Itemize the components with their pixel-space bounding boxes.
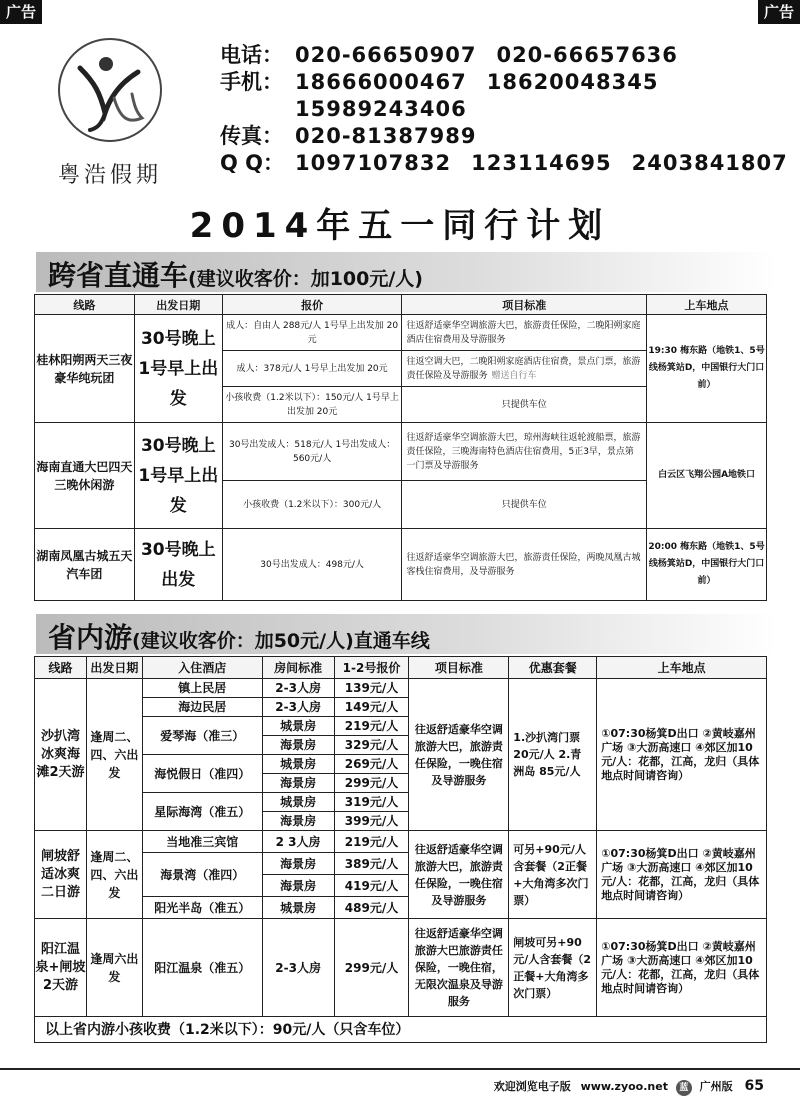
price-cell: 219元/人 — [334, 717, 409, 736]
price-cell: 小孩收费（1.2米以下）：300元/人 — [222, 481, 402, 529]
stop-cell: 白云区飞翔公园A地铁口 — [647, 423, 767, 529]
price-cell: 小孩收费（1.2米以下）：150元/人 1号早上出发加 20元 — [222, 387, 402, 423]
route-cell: 沙扒湾冰爽海滩2天游 — [35, 679, 87, 831]
price-cell: 389元/人 — [334, 853, 409, 875]
room-cell: 2-3人房 — [262, 919, 334, 1017]
room-cell: 海景房 — [262, 774, 334, 793]
standard-cell: 往返舒适豪华空调旅游大巴，旅游责任保险，一晚住宿及导游服务 — [409, 679, 509, 831]
table-row — [35, 679, 767, 698]
stop-cell: ①07:30杨箕D出口 ②黄岐嘉州广场 ③大沥高速口 ④郊区加10元/人：花都，江高，龙归（具体地点时间请咨询） — [597, 679, 767, 831]
badge-icon: 蓝 — [676, 1080, 692, 1096]
standard-cell: 往返舒适豪华空调旅游大巴旅游责任保险，一晚住宿，无限次温泉及导游服务 — [409, 919, 509, 1017]
mobile-3: 15989243406 — [295, 97, 467, 121]
room-cell: 海景房 — [262, 812, 334, 831]
mobile-row-2 — [220, 96, 800, 123]
price-cell: 299元/人 — [334, 919, 409, 1017]
stop-cell: 19:30 梅东路（地铁1、5号线杨箕站D，中国银行大门口前） — [647, 315, 767, 423]
logo — [50, 38, 170, 188]
mobile-row — [220, 69, 800, 96]
phone-1: 020-66650907 — [295, 43, 477, 67]
table-row — [35, 919, 767, 1017]
gift-note: 赠送自行车 — [491, 370, 537, 381]
hotel-cell: 爱琴海（准三） — [142, 717, 262, 755]
standard-cell: 往返舒适豪华空调旅游大巴，旅游责任保险，二晚阳朔家庭酒店住宿费用及导游服务 — [402, 315, 647, 351]
qq-3: 2403841807 — [631, 151, 788, 175]
room-cell: 城景房 — [262, 897, 334, 919]
cross-province-table — [34, 294, 767, 601]
col-header-stop: 上车地点 — [597, 657, 767, 679]
price-cell: 399元/人 — [334, 812, 409, 831]
col-header-standard: 项目标准 — [402, 295, 647, 315]
standard-cell — [402, 351, 647, 387]
section2-title — [48, 616, 430, 656]
qq-1: 1097107832 — [295, 151, 452, 175]
price-cell: 成人：自由人 288元/人 1号早上出发加 20元 — [222, 315, 402, 351]
standard-cell: 往返舒适豪华空调旅游大巴，旅游责任保险，一晚住宿及导游服务 — [409, 831, 509, 919]
mobile-label: 手机： — [220, 70, 283, 94]
province-table — [34, 656, 767, 1043]
header — [30, 28, 788, 188]
hotel-cell: 镇上民居 — [142, 679, 262, 698]
section1-banner — [36, 252, 776, 292]
hotel-cell: 阳江温泉（准五） — [142, 919, 262, 1017]
room-cell: 海景房 — [262, 736, 334, 755]
price-cell: 319元/人 — [334, 793, 409, 812]
table-row — [35, 423, 767, 481]
price-cell: 139元/人 — [334, 679, 409, 698]
date-cell: 逢周二、四、六出发 — [86, 831, 142, 919]
hotel-cell: 当地准三宾馆 — [142, 831, 262, 853]
package-cell: 闸坡可另+90元/人含套餐（2正餐+大角湾多次门票） — [509, 919, 597, 1017]
section2-banner — [36, 614, 776, 654]
package-cell: 可另+90元/人含套餐（2正餐+大角湾多次门票） — [509, 831, 597, 919]
col-header-room: 房间标准 — [262, 657, 334, 679]
stop-cell: 20:00 梅东路（地铁1、5号线杨箕站D，中国银行大门口前） — [647, 529, 767, 601]
package-cell: 1.沙扒湾门票20元/人 2.青洲岛 85元/人 — [509, 679, 597, 831]
room-cell: 海景房 — [262, 875, 334, 897]
section2-title-text: 省内游 — [48, 621, 133, 654]
route-cell: 海南直通大巴四天三晚休闲游 — [35, 423, 135, 529]
col-header-standard: 项目标准 — [409, 657, 509, 679]
route-cell: 阳江温泉+闸坡2天游 — [35, 919, 87, 1017]
col-header-price: 1-2号报价 — [334, 657, 409, 679]
room-cell: 城景房 — [262, 717, 334, 736]
brand-name: 粤浩假期 — [58, 163, 163, 188]
room-cell: 2-3人房 — [262, 679, 334, 698]
col-header-date: 出发日期 — [86, 657, 142, 679]
room-cell: 2-3人房 — [262, 698, 334, 717]
route-cell: 湖南凤凰古城五天汽车团 — [35, 529, 135, 601]
section2-subtitle: (建议收客价：加50元/人)直通车线 — [132, 630, 430, 652]
room-cell: 海景房 — [262, 853, 334, 875]
price-cell: 149元/人 — [334, 698, 409, 717]
standard-text: 往返空调大巴，二晚阳朔家庭酒店住宿费，景点门票，旅游责任保险及导游服务 — [406, 356, 641, 381]
price-cell: 30号出发成人：498元/人 — [222, 529, 402, 601]
footer-paper: 广州版 — [699, 1080, 733, 1093]
table-row — [35, 315, 767, 351]
room-cell: 2 3人房 — [262, 831, 334, 853]
price-cell: 419元/人 — [334, 875, 409, 897]
fax-number: 020-81387989 — [295, 124, 477, 148]
footer-text — [494, 1078, 764, 1096]
col-header-route: 线路 — [35, 295, 135, 315]
col-header-stop: 上车地点 — [647, 295, 767, 315]
logo-figure-icon — [50, 38, 170, 142]
phone-2: 020-66657636 — [496, 43, 678, 67]
col-header-route: 线路 — [35, 657, 87, 679]
room-cell: 城景房 — [262, 793, 334, 812]
footer — [0, 1068, 800, 1100]
table-row — [35, 1017, 767, 1043]
table-header-row — [35, 295, 767, 315]
qq-2: 123114695 — [471, 151, 612, 175]
date-cell: 逢周六出发 — [86, 919, 142, 1017]
route-cell: 桂林阳朔两天三夜豪华纯玩团 — [35, 315, 135, 423]
stop-cell: ①07:30杨箕D出口 ②黄岐嘉州广场 ③大沥高速口 ④郊区加10元/人：花都，江高，龙归（具体地点时间请咨询） — [597, 831, 767, 919]
qq-label: Q Q： — [220, 151, 285, 175]
col-header-date: 出发日期 — [134, 295, 222, 315]
phone-row — [220, 42, 800, 69]
stop-cell: ①07:30杨箕D出口 ②黄岐嘉州广场 ③大沥高速口 ④郊区加10元/人：花都，江高，龙归（具体地点时间请咨询） — [597, 919, 767, 1017]
fax-label: 传真： — [220, 124, 283, 148]
standard-cell: 往返舒适豪华空调旅游大巴，旅游责任保险，两晚凤凰古城客栈住宿费用，及导游服务 — [402, 529, 647, 601]
price-cell: 成人：378元/人 1号早上出发加 20元 — [222, 351, 402, 387]
mobile-1: 18666000467 — [295, 70, 467, 94]
price-cell: 219元/人 — [334, 831, 409, 853]
table-row — [35, 831, 767, 853]
section1-subtitle: (建议收客价：加100元/人) — [188, 268, 423, 290]
col-header-hotel: 入住酒店 — [142, 657, 262, 679]
mobile-2: 18620048345 — [486, 70, 659, 94]
route-cell: 闸坡舒适冰爽二日游 — [35, 831, 87, 919]
price-cell: 329元/人 — [334, 736, 409, 755]
child-fee-note: 以上省内游小孩收费（1.2米以下）：90元/人（只含车位） — [35, 1017, 767, 1043]
table-row — [35, 529, 767, 601]
standard-cell: 往返舒适豪华空调旅游大巴，琼州海峡往返轮渡船票，旅游责任保险，三晚海南特色酒店住宿费用，5正3早，景点第一门票及导游服务 — [402, 423, 647, 481]
date-cell: 30号晚上 1号早上出发 — [134, 315, 222, 423]
standard-cell: 只提供车位 — [402, 387, 647, 423]
section1-title-text: 跨省直通车 — [48, 259, 189, 292]
phone-label: 电话： — [220, 43, 283, 67]
price-cell: 299元/人 — [334, 774, 409, 793]
hotel-cell: 海景湾（准四） — [142, 853, 262, 897]
ad-tag-right: 广告 — [758, 0, 800, 24]
room-cell: 城景房 — [262, 755, 334, 774]
standard-cell: 只提供车位 — [402, 481, 647, 529]
hotel-cell: 星际海湾（准五） — [142, 793, 262, 831]
hotel-cell: 海边民居 — [142, 698, 262, 717]
date-cell: 30号晚上出发 — [134, 529, 222, 601]
ad-tag-left: 广告 — [0, 0, 42, 24]
fax-row — [220, 123, 800, 150]
hotel-cell: 阳光半岛（准五） — [142, 897, 262, 919]
col-header-price: 报价 — [222, 295, 402, 315]
contact-block — [220, 42, 800, 177]
page-title: 2014年五一同行计划 — [189, 206, 611, 246]
table-header-row — [35, 657, 767, 679]
price-cell: 489元/人 — [334, 897, 409, 919]
hotel-cell: 海悦假日（准四） — [142, 755, 262, 793]
date-cell: 逢周二、四、六出发 — [86, 679, 142, 831]
section1-title — [48, 254, 423, 294]
page-number: 65 — [744, 1078, 764, 1094]
footer-url[interactable]: www.zyoo.net — [580, 1080, 668, 1093]
col-header-package: 优惠套餐 — [509, 657, 597, 679]
date-cell: 30号晚上 1号早上出发 — [134, 423, 222, 529]
qq-row — [220, 150, 800, 177]
price-cell: 30号出发成人：518元/人 1号出发成人：560元/人 — [222, 423, 402, 481]
footer-welcome: 欢迎浏览电子版 — [493, 1080, 571, 1093]
price-cell: 269元/人 — [334, 755, 409, 774]
